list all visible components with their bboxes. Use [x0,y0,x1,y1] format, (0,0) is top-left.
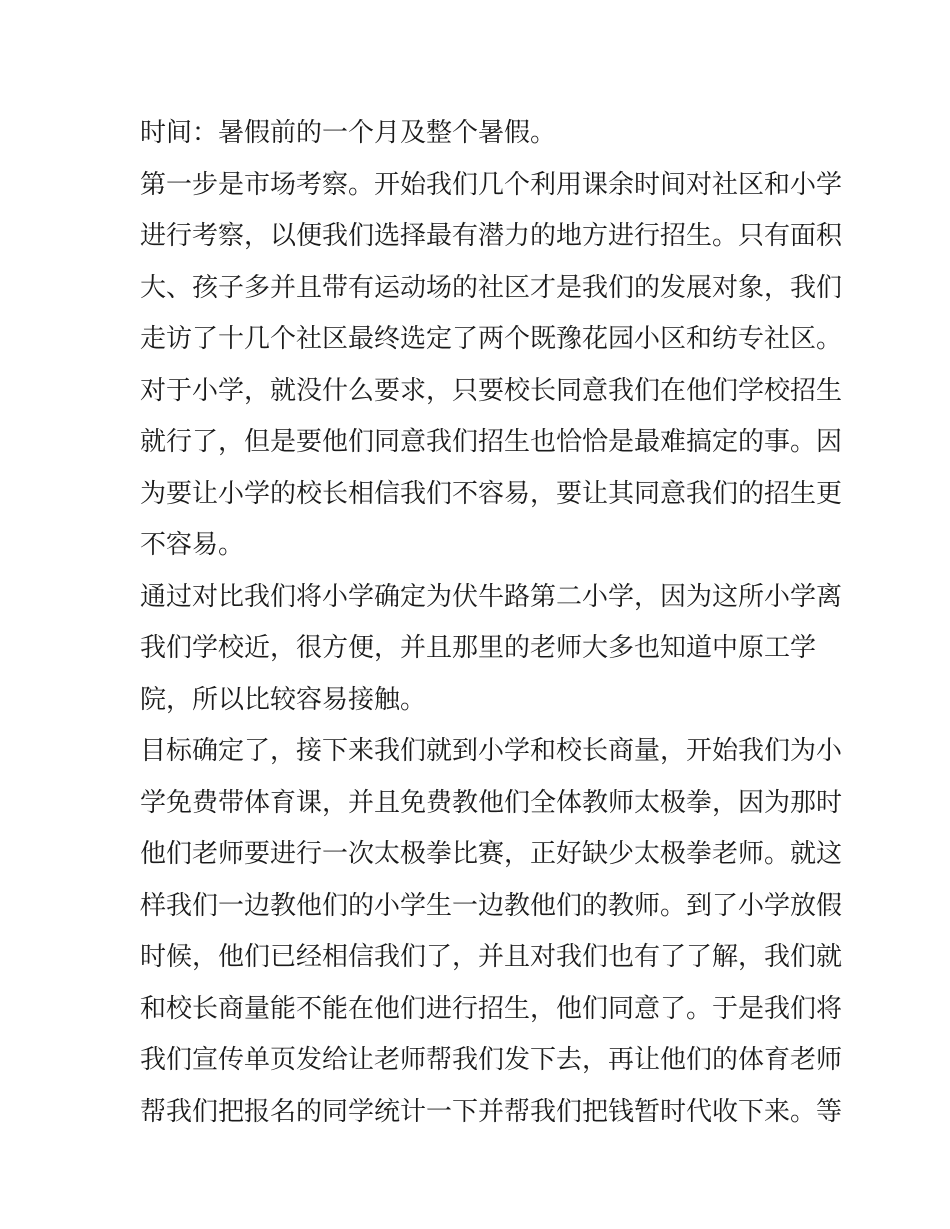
text-line-13: 目标确定了，接下来我们就到小学和校长商量，开始我们为小 [140,736,843,766]
text-line-17: 时候，他们已经相信我们了，并且对我们也有了了解，我们就 [140,942,843,972]
text-line-2: 第一步是市场考察。开始我们几个利用课余时间对社区和小学 [140,169,843,200]
text-line-4: 大、孩子多并且带有运动场的社区才是我们的发展对象，我们 [140,272,843,303]
text-line-6: 对于小学，就没什么要求，只要校长同意我们在他们学校招生 [140,375,843,406]
text-line-3: 进行考察，以便我们选择最有潜力的地方进行招生。只有面积 [140,221,843,251]
text-line-15: 他们老师要进行一次太极拳比赛，正好缺少太极拳老师。就这 [140,839,843,869]
text-line-5: 走访了十几个社区最终选定了两个既豫花园小区和纺专社区。 [140,324,843,354]
text-line-19: 我们宣传单页发给让老师帮我们发下去，再让他们的体育老师 [140,1045,843,1075]
text-line-9: 不容易。 [140,530,245,560]
text-line-14: 学免费带体育课，并且免费教他们全体教师太极拳，因为那时 [140,787,843,818]
text-line-12: 院，所以比较容易接触。 [140,684,427,715]
text-line-10: 通过对比我们将小学确定为伏牛路第二小学，因为这所小学离 [140,581,843,612]
text-line-1: 时间：暑假前的一个月及整个暑假。 [140,118,557,148]
text-line-16: 样我们一边教他们的小学生一边教他们的教师。到了小学放假 [140,890,843,921]
text-line-20: 帮我们把报名的同学统计一下并帮我们把钱暂时代收下来。等 [140,1096,843,1127]
text-line-7: 就行了，但是要他们同意我们招生也恰恰是最难搞定的事。因 [140,427,843,457]
text-line-18: 和校长商量能不能在他们进行招生，他们同意了。于是我们将 [140,993,843,1024]
document-body [140,108,843,1138]
text-line-11: 我们学校近，很方便，并且那里的老师大多也知道中原工学 [140,633,817,663]
text-line-8: 为要让小学的校长相信我们不容易，要让其同意我们的招生更 [140,478,843,509]
